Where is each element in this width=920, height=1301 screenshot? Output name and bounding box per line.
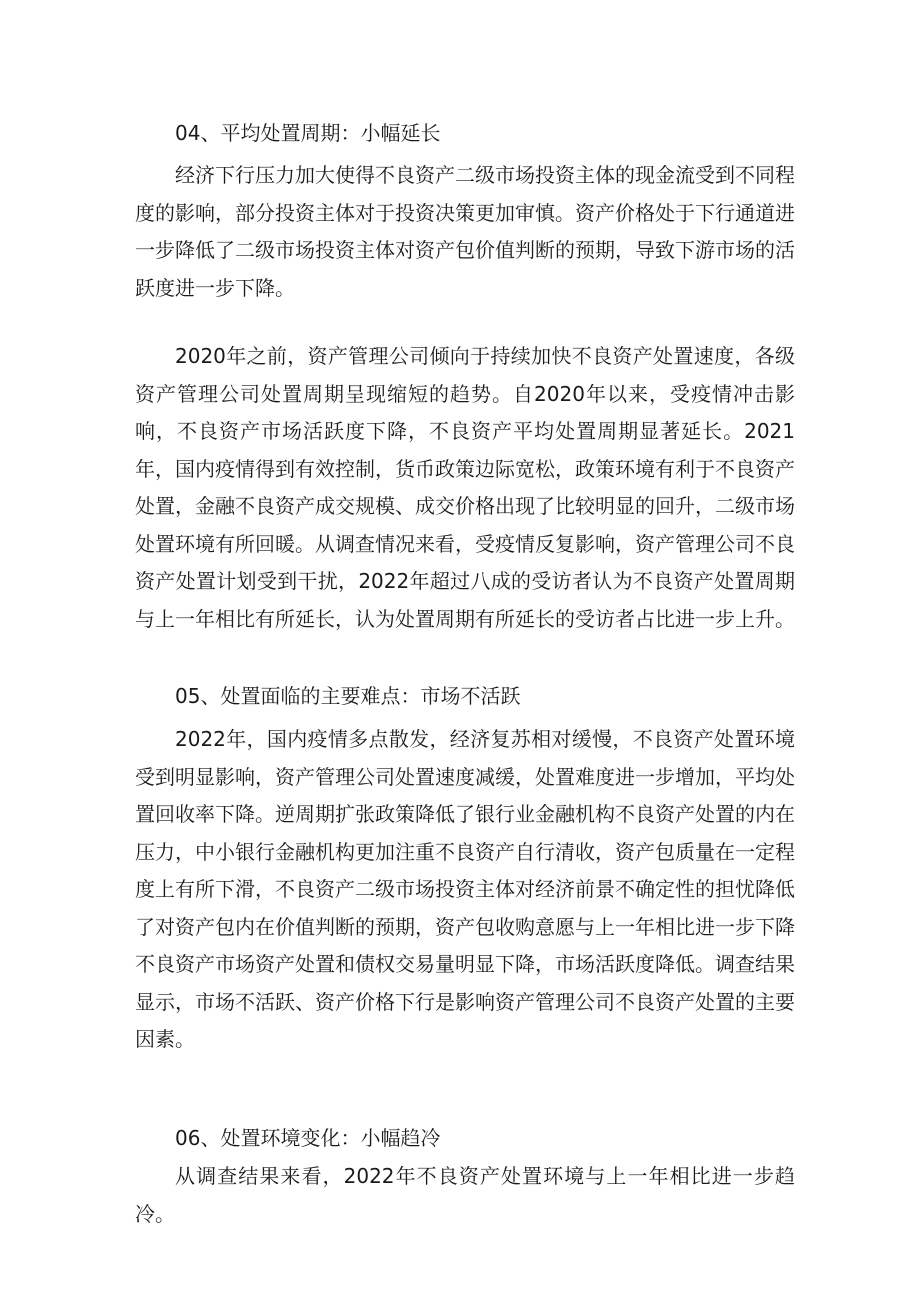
paragraph: 2020年之前，资产管理公司倾向于持续加快不良资产处置速度，各级资产管理公司处置周期呈现缩短的趋势。自2020年以来，受疫情冲击影响，不良资产市场活跃度下降，不良资产平均处置周期显著延长。2021年，国内疫情得到有效控制，货币政策边际宽松，政策环境有利于不良资产处置，金融不良资产成交规模、成交价格出现了比较明显的回升，二级市场处置环境有所回暖。从调查情况来看，受疫情反复影响，资产管理公司不良资产处置计划受到干扰，2022年超过八成的受访者认为不良资产处置周期与上一年相比有所延长，认为处置周期有所延长的受访者占比进一步上升。: [135, 344, 795, 631]
paragraph: 2022年，国内疫情多点散发，经济复苏相对缓慢，不良资产处置环境受到明显影响，资产管理公司处置速度减缓，处置难度进一步增加，平均处置回收率下降。逆周期扩张政策降低了银行业金融机构不良资产处置的内在压力，中小银行金融机构更加注重不良资产自行清收，资产包质量在一定程度上有所下滑，不良资产二级市场投资主体对经济前景不确定性的担忧降低了对资产包内在价值判断的预期，资产包收购意愿与上一年相比进一步下降不良资产市场资产处置和债权交易量明显下降，市场活跃度降低。调查结果显示，市场不活跃、资产价格下行是影响资产管理公司不良资产处置的主要因素。: [135, 727, 795, 1051]
section-heading-06: 06、处置环境变化：小幅趋冷: [175, 1126, 441, 1150]
paragraph: 经济下行压力加大使得不良资产二级市场投资主体的现金流受到不同程度的影响，部分投资主体对于投资决策更加审慎。资产价格处于下行通道进一步降低了二级市场投资主体对资产包价值判断的预期，导致下游市场的活跃度进一步下降。: [135, 163, 795, 300]
paragraph: 从调查结果来看，2022年不良资产处置环境与上一年相比进一步趋冷。: [135, 1164, 795, 1226]
section-heading-05: 05、处置面临的主要难点：市场不活跃: [175, 684, 521, 708]
section-heading-04: 04、平均处置周期：小幅延长: [175, 121, 441, 145]
